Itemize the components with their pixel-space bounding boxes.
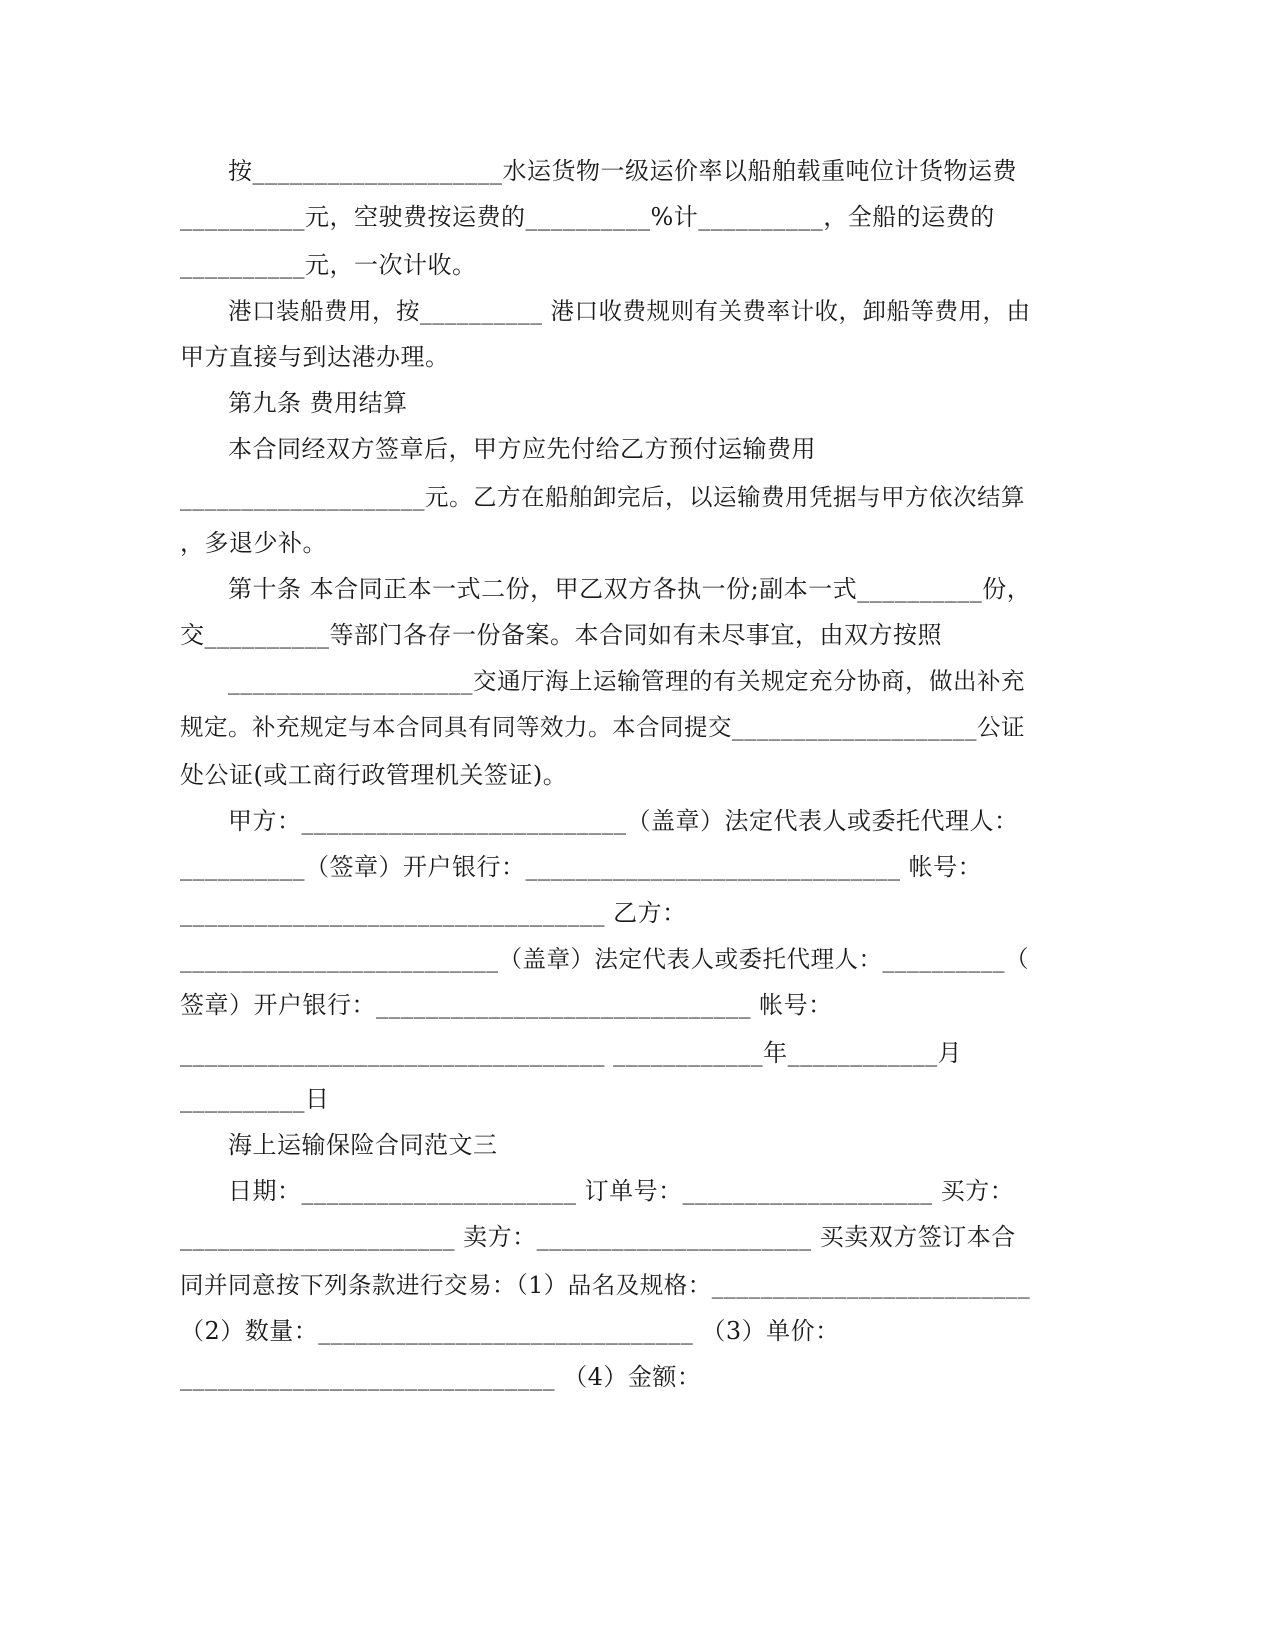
document-page: 按____________________水运货物一级运价率以船舶载重吨位计货物运费 __________元，空驶费按运费的__________%计__________，全船的运费的 __________元，一次计收。 港口装船费用，按__________ 港口收费规则有关费率计收，卸船等费用，由 甲方直接与到达港办理。 第九条 费用结算 本合同经双方签章后，甲方应先付给乙方预付运输费用 ____________________元。乙方在船舶卸完后，以运输费用凭据与甲方依次结算 ，多退少补。 第十条 本合同正本一式二份，甲乙双方各执一份;副本一式__________份， 交__________等部门各存一份备案。本合同如有未尽事宜，由双方按照 ____________________交通厅海上运输管理的有关规定充分协商，做出补充 规定。补充规定与本合同具有同等效力。本合同提交____________________公证 处公证(或工商行政管理机关签证)。 甲方：__________________________（盖章）法定代表人或委托代理人： __________（签章）开户银行：______________________________ 帐号： __________________________________ 乙方： __________________________（盖章）法定代表人或委托代理人：__________（ 签章）开户银行：______________________________ 帐号： __________________________________ ____________年____________月 __________日 海上运输保险合同范文三 日期：______________________ 订单号：____________________ 买方： ______________________ 卖方：______________________ 买卖双方签订本合 同并同意按下列条款进行交易：（1）品名及规格：__________________________ （2）数量：______________________________ （3）单价： ______________________________ （4）金额：	[0, 0, 1275, 1650]
